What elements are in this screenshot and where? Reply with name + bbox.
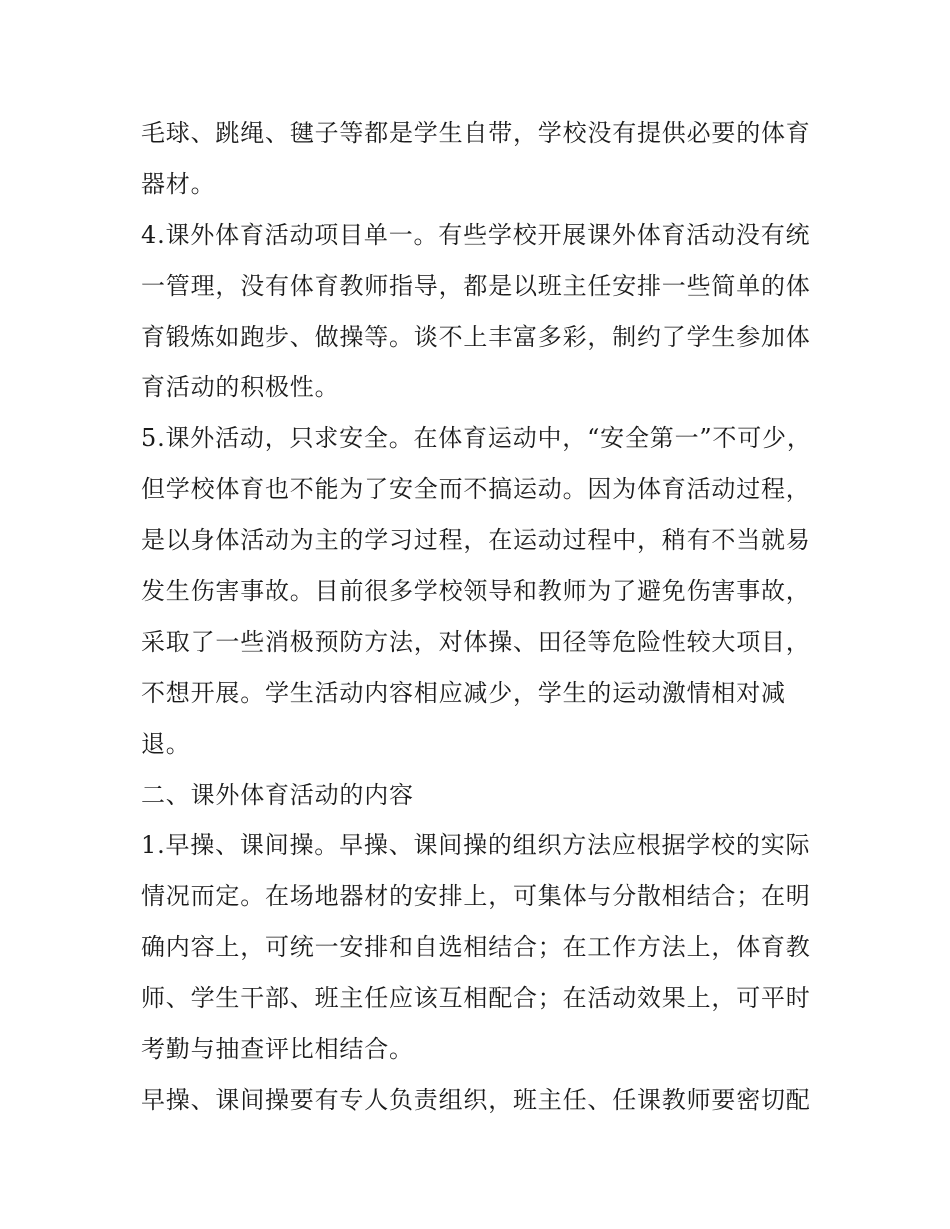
text-line: 不想开展。学生活动内容相应减少，学生的运动激情相对减 xyxy=(141,678,786,707)
text-line: 发生伤害事故。目前很多学校领导和教师为了避免伤害事故， xyxy=(141,577,811,606)
text-line: 毛球、跳绳、毽子等都是学生自带，学校没有提供必要的体育 xyxy=(141,119,811,147)
text-line: 1.早操、课间操。早操、课间操的组织方法应根据学校的实际 xyxy=(141,831,811,860)
text-line: 器材。 xyxy=(141,169,216,198)
section-heading: 二、课外体育活动的内容 xyxy=(141,780,414,809)
text-line: 但学校体育也不能为了安全而不搞运动。因为体育活动过程， xyxy=(141,475,811,504)
text-line: 育锻炼如跑步、做操等。谈不上丰富多彩，制约了学生参加体 xyxy=(141,322,811,351)
text-line: 情况而定。在场地器材的安排上，可集体与分散相结合；在明 xyxy=(141,882,811,911)
text-line: 4.课外体育活动项目单一。有些学校开展课外体育活动没有统 xyxy=(141,220,811,249)
text-line: 一管理，没有体育教师指导，都是以班主任安排一些简单的体 xyxy=(141,271,811,300)
text-line: 采取了一些消极预防方法，对体操、田径等危险性较大项目， xyxy=(141,627,811,656)
text-line: 退。 xyxy=(141,729,191,758)
body-text xyxy=(141,108,831,1126)
text-line: 师、学生干部、班主任应该互相配合；在活动效果上，可平时 xyxy=(141,984,811,1013)
text-line: 育活动的积极性。 xyxy=(141,373,340,402)
text-line: 是以身体活动为主的学习过程，在运动过程中，稍有不当就易 xyxy=(141,526,811,555)
text-line: 确内容上，可统一安排和自选相结合；在工作方法上，体育教 xyxy=(141,933,811,962)
text-line: 考勤与抽查评比相结合。 xyxy=(141,1035,414,1064)
text-line: 早操、课间操要有专人负责组织，班主任、任课教师要密切配 xyxy=(141,1085,811,1114)
text-line: 5.课外活动，只求安全。在体育运动中，“安全第一”不可少， xyxy=(141,424,812,453)
